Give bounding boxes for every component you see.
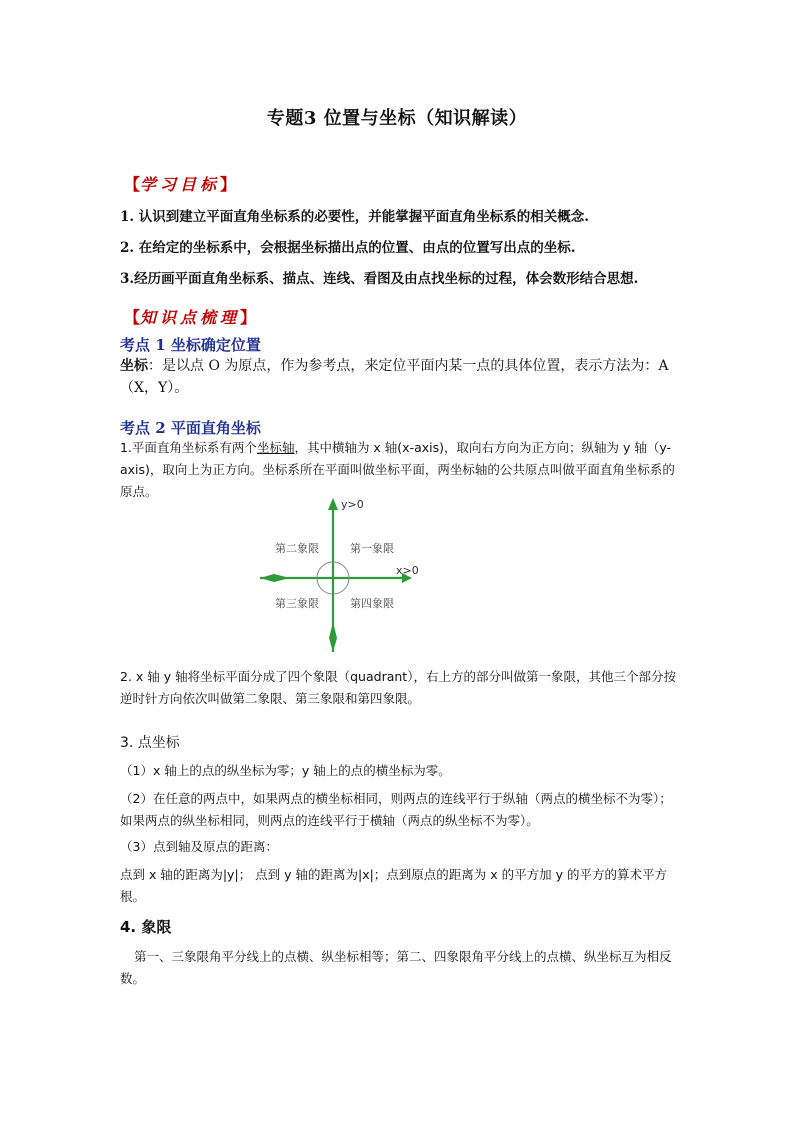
quadrant-diagram xyxy=(250,492,430,660)
point3-item-1: （1）x 轴上的点的纵坐标为零；y 轴上的点的横坐标为零。 xyxy=(120,763,451,778)
point2-p1-a: 1.平面直角坐标系有两个 xyxy=(120,440,257,455)
knowledge-header-text: 知识点梳理 xyxy=(140,308,241,327)
quadrant-2-label: 第二象限 xyxy=(275,542,319,555)
point1-text: ：是以点 O 为原点，作为参考点，来定位平面内某一点的具体位置，表示方法为：A（X，Y）。 xyxy=(120,358,669,396)
knowledge-header xyxy=(124,305,256,328)
quadrant-4-label: 第四象限 xyxy=(350,597,394,610)
point1-paragraph xyxy=(120,355,680,399)
quadrant-3-label: 第三象限 xyxy=(275,597,319,610)
y-axis-label: y>0 xyxy=(341,498,364,511)
point3-item-3: （3）点到轴及原点的距离： xyxy=(120,839,278,854)
point3-item-4: 点到 x 轴的距离为|y|； 点到 y 轴的距离为|x|；点到原点的距离为 x 的平方加 y 的平方的算术平方根。 xyxy=(120,867,667,904)
point4-text: 第一、三象限角平分线上的点横、纵坐标相等；第二、四象限角平分线上的点横、纵坐标互为相反数。 xyxy=(120,949,672,986)
knowledge-header-open: 【 xyxy=(124,308,141,327)
point2-p1-underlined: 坐标轴 xyxy=(256,440,295,455)
quadrant-1-label: 第一象限 xyxy=(350,542,394,555)
page-title: 专题3 位置与坐标（知识解读） xyxy=(266,108,528,129)
point1-heading: 考点 1 坐标确定位置 xyxy=(120,336,261,354)
point3-item-2: （2）在任意的两点中，如果两点的横坐标相同，则两点的连线平行于纵轴（两点的横坐标不为零）；如果两点的纵坐标相同，则两点的连线平行于横轴（两点的纵坐标不为零）。 xyxy=(120,791,672,828)
goal-item-1: 1. 认识到建立平面直角坐标系的必要性，并能掌握平面直角坐标系的相关概念. xyxy=(120,209,589,225)
y-axis xyxy=(328,498,338,652)
goals-header xyxy=(124,172,236,195)
goal-item-3: 3.经历画平面直角坐标系、描点、连线、看图及由点找坐标的过程，体会数形结合思想. xyxy=(120,271,639,287)
point1-term: 坐标 xyxy=(120,358,148,374)
goals-header-close: 】 xyxy=(220,175,237,194)
x-axis-tail-feather xyxy=(260,574,290,582)
point2-paragraph-2: 2. x 轴 y 轴将坐标平面分成了四个象限（quadrant），右上方的部分叫做第一象限，其他三个部分按逆时针方向依次叫做第二象限、第三象限和第四象限。 xyxy=(120,669,676,706)
knowledge-header-close: 】 xyxy=(240,308,257,327)
goals-header-text: 学习目标 xyxy=(140,175,221,194)
y-axis-tail-feather xyxy=(329,622,337,652)
x-axis-label: x>0 xyxy=(396,564,419,577)
point2-heading: 考点 2 平面直角坐标 xyxy=(120,419,261,437)
point4-heading: 4. 象限 xyxy=(120,918,172,936)
point3-heading: 3. 点坐标 xyxy=(120,735,180,751)
x-axis xyxy=(260,573,412,583)
point2-p1-b: ，其中横轴为 x 轴(x-axis)，取向右方向为正方向；纵轴为 y 轴（y-axis)，取向上为正方向。坐标系所在平面叫做坐标平面，两坐标轴的公共原点叫做平面直角坐标系的原点。 xyxy=(120,440,675,499)
goals-header-open: 【 xyxy=(124,175,141,194)
goal-item-2: 2. 在给定的坐标系中，会根据坐标描出点的位置、由点的位置写出点的坐标. xyxy=(120,240,576,256)
